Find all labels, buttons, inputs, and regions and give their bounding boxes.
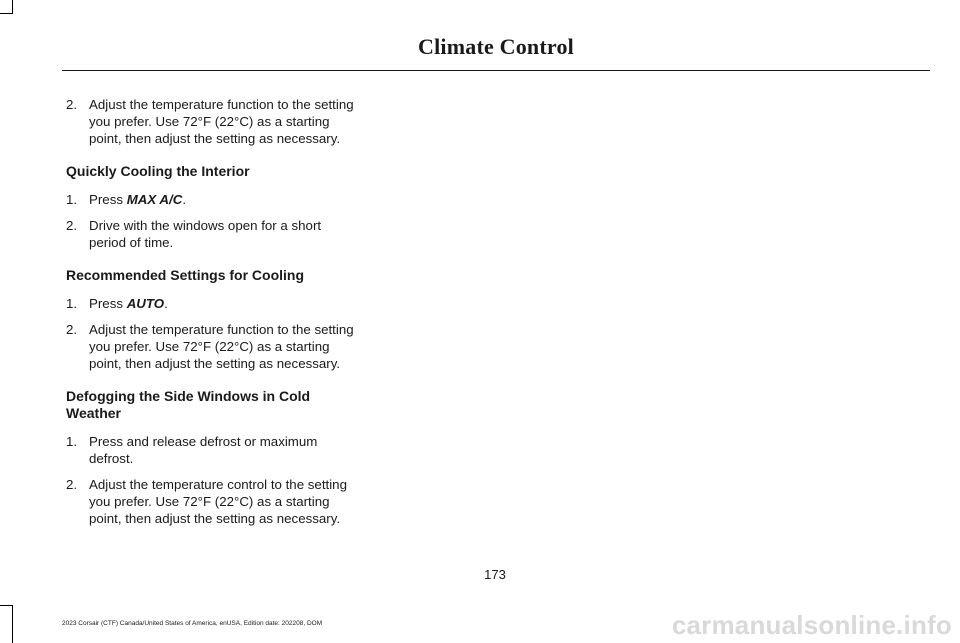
list-item	[66, 96, 356, 147]
list-item-number: 2.	[66, 477, 78, 492]
list-item-text	[89, 191, 356, 208]
list-item-text	[89, 295, 356, 312]
text-run: .	[182, 192, 187, 207]
text-run: Adjust the temperature function to the setting you prefer. Use 72°F (22°C) as a starting point, then adjust the setting as necessary.	[89, 322, 354, 371]
list-item-number: 2.	[66, 218, 78, 233]
list-item-text	[89, 433, 356, 467]
text-run: Adjust the temperature control to the setting you prefer. Use 72°F (22°C) as a starting point, then adjust the setting as necessary.	[89, 477, 347, 526]
control-button-name: AUTO	[126, 296, 165, 311]
text-run: Adjust the temperature function to the setting you prefer. Use 72°F (22°C) as a starting point, then adjust the setting as necessary.	[89, 97, 354, 146]
list-item	[66, 476, 356, 527]
crop-mark-top-left-h	[0, 13, 13, 14]
list-item	[66, 433, 356, 467]
list-item	[66, 217, 356, 251]
list-item	[66, 321, 356, 372]
section-heading: Defogging the Side Windows in Cold Weather	[66, 388, 311, 421]
list-item-number: 2.	[66, 97, 78, 112]
content-column	[66, 96, 356, 536]
crop-mark-top-left-v	[12, 0, 13, 14]
list-item-number: 1.	[66, 296, 78, 311]
list-item	[66, 295, 356, 312]
list-item-number: 2.	[66, 322, 78, 337]
footer-edition-info: 2023 Corsair (CTF) Canada/United States of America, enUSA, Edition date: 202208, DOM	[62, 620, 323, 627]
page-title: Climate Control	[418, 34, 574, 59]
list-item-text	[89, 321, 356, 372]
text-run: .	[164, 296, 168, 311]
list-item-number: 1.	[66, 192, 78, 207]
text-run: Press	[89, 296, 127, 311]
list-item-number: 1.	[66, 434, 78, 449]
text-run: Press	[89, 192, 127, 207]
watermark: carmanualsonline.info	[671, 610, 952, 640]
section-heading: Recommended Settings for Cooling	[66, 267, 305, 283]
crop-mark-bottom-left-v	[12, 605, 13, 643]
list-item-text	[89, 96, 356, 147]
text-run: Drive with the windows open for a short period of time.	[89, 218, 322, 250]
text-run: Press and release defrost or maximum defrost.	[89, 434, 318, 466]
control-button-name: MAX A/C	[126, 192, 183, 207]
list-item-text	[89, 217, 356, 251]
page-number: 173	[484, 567, 506, 582]
header-divider	[62, 70, 930, 71]
list-item-text	[89, 476, 356, 527]
crop-mark-bottom-left-h	[0, 605, 13, 606]
section-heading: Quickly Cooling the Interior	[66, 163, 250, 179]
list-item	[66, 191, 356, 208]
